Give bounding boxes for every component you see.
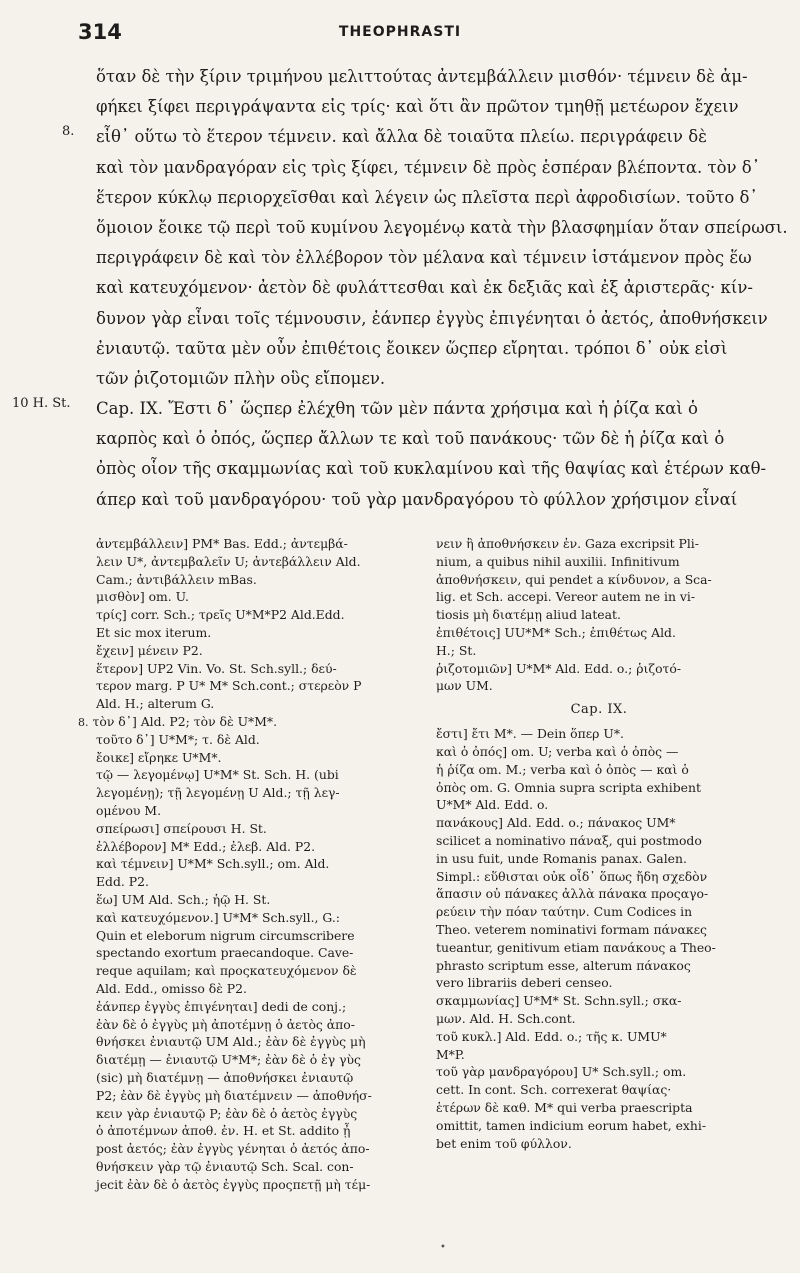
note-line: in usu fuit, unde Romanis panax. Galen. xyxy=(436,850,687,866)
note-line: ἀποθνήσκειν, qui pendet a κίνδυνον, a Sca- xyxy=(436,571,712,587)
note-line: P2; ἐὰν δὲ ἐγγὺς μὴ διατέμνειν — ἀποθνήσ- xyxy=(96,1087,372,1103)
note-line: Ald. Edd., omisso δὲ P2. xyxy=(96,980,247,996)
note-line: tiosis μὴ διατέμῃ aliud lateat. xyxy=(436,607,621,623)
text-line: ἐνιαυτῷ. ταῦτα μὲν οὖν ἐπιθέτοις ἔοικεν ὥςπερ εἴρηται. τρόποι δ᾽ οὐκ εἰσὶ xyxy=(96,338,728,358)
notes-right-bottom xyxy=(436,725,762,1152)
note-line: τοῦτο δ᾽] U*M*; τ. δὲ Ald. xyxy=(96,731,260,747)
note-line: ὀπὸς om. G. Omnia supra scripta exhibent xyxy=(436,779,701,795)
note-line: bet enim τοῦ φύλλον. xyxy=(436,1135,572,1151)
note-line: ἀντεμβάλλειν] PM* Bas. Edd.; ἀντεμβά- xyxy=(96,536,348,551)
note-line: nium, a quibus nihil auxilii. Infinitivum xyxy=(436,553,680,569)
note-line: ἐάνπερ ἐγγὺς ἐπιγένηται] dedi de conj.; xyxy=(96,998,347,1014)
margin-line-number: 8. xyxy=(62,124,75,139)
note-line: ἐὰν δὲ ὁ ἐγγὺς μὴ ἀποτέμνῃ ὁ ἀετὸς ἀπο- xyxy=(96,1016,355,1032)
note-line: ἕω] UM Ald. Sch.; ἡῷ H. St. xyxy=(96,891,271,907)
critical-notes-left xyxy=(78,535,421,1193)
running-head: THEOPHRASTI xyxy=(338,24,462,40)
note-line: ὁ ἀποτέμνων ἀποθ. ἐν. H. et St. addito ᾖ xyxy=(96,1123,351,1139)
note-line: καὶ κατευχόμενον.] U*M* Sch.syll., G.: xyxy=(96,909,340,925)
margin-section-ref: 10 H. St. xyxy=(12,396,71,411)
text-line: καρπὸς καὶ ὁ ὀπός, ὥςπερ ἄλλων τε καὶ τοῦ πανάκους· τῶν δὲ ἡ ῥίζα καὶ ὁ xyxy=(96,429,725,449)
note-line: cett. In cont. Sch. correxerat θαψίας· xyxy=(436,1082,672,1098)
note-line: σπείρωσι] σπείρουσι H. St. xyxy=(96,820,267,836)
note-line: phrasto scriptum esse, alterum πάνακος xyxy=(436,957,691,973)
note-line: τρίς] corr. Sch.; τρεῖς U*M*P2 Ald.Edd. xyxy=(96,607,345,623)
text-line: εἶθ᾽ οὕτω τὸ ἕτερον τέμνειν. καὶ ἄλλα δὲ τοιαῦτα πλείω. περιγράφειν δὲ xyxy=(96,127,707,147)
note-line: 8. τὸν δ᾽] Ald. P2; τὸν δὲ U*M*. xyxy=(78,713,278,729)
note-line: ἔχειν] μένειν P2. xyxy=(96,642,203,658)
note-line: ομένου M. xyxy=(96,802,162,818)
note-line: jecit ἐὰν δὲ ὁ ἀετὸς ἐγγὺς προςπετῇ μὴ τέμ- xyxy=(96,1176,371,1192)
text-line: ὅταν δὲ τὴν ξίριν τριμήνου μελιττούτας ἀντεμβάλλειν μισθόν· τέμνειν δὲ ἀμ- xyxy=(96,67,748,86)
note-line: Theo. veterem nominativi formam πάνακες xyxy=(436,921,707,937)
note-line: U*M* Ald. Edd. o. xyxy=(436,797,549,813)
note-line: M*P. xyxy=(436,1046,465,1062)
note-line: νειν ἢ ἀποθνήσκειν ἐν. Gaza excripsit Pli- xyxy=(436,536,699,551)
page-number: 314 xyxy=(78,20,122,44)
note-line: vero librariis deberi censeo. xyxy=(436,975,613,991)
note-line: μισθὸν] om. U. xyxy=(96,589,189,605)
note-line: τοῦ γὰρ μανδραγόρου] U* Sch.syll.; om. xyxy=(436,1064,687,1080)
note-line: θνήσκειν γὰρ τῷ ἐνιαυτῷ Sch. Scal. con- xyxy=(96,1158,354,1174)
note-line: πανάκους] Ald. Edd. o.; πάνακος UM* xyxy=(436,815,676,831)
note-line: Quin et eleborum nigrum circumscribere xyxy=(96,927,355,943)
text-line: ὀπὸς οἷον τῆς σκαμμωνίας καὶ τοῦ κυκλαμίνου καὶ τῆς θαψίας καὶ ἑτέρων καθ- xyxy=(96,459,767,479)
note-line: lig. et Sch. accepi. Vereor autem ne in vi- xyxy=(436,589,696,605)
notes-right-top xyxy=(436,535,762,695)
main-text-block xyxy=(96,62,788,515)
note-line: spectando exortum praecandoque. Cave- xyxy=(96,945,354,961)
note-line: ἔοικε] εἴρηκε U*M*. xyxy=(96,749,222,765)
text-line: ὅμοιον ἔοικε τῷ περὶ τοῦ κυμίνου λεγομένῳ κατὰ τὴν βλασφημίαν ὅταν σπείρωσι. xyxy=(96,217,788,237)
note-line: Simpl.: εὕθισται οὐκ οἶδ᾽ ὅπως ἤδη σχεδὸν xyxy=(436,868,708,884)
text-line: άπερ καὶ τοῦ μανδραγόρου· τοῦ γὰρ μανδραγόρου τὸ φύλλον χρήσιμον εἶναί xyxy=(96,489,738,509)
text-line: καὶ κατευχόμενον· ἀετὸν δὲ φυλάττεσθαι καὶ ἐκ δεξιᾶς καὶ ἐξ ἀριστερᾶς· κίν- xyxy=(96,278,753,298)
note-line: H.; St. xyxy=(436,642,477,658)
notes-chapter-heading: Cap. IX. xyxy=(570,702,628,718)
note-line: λεγομένῃ); τῇ λεγομένῃ U Ald.; τῇ λεγ- xyxy=(96,785,340,801)
note-line: καὶ τέμνειν] U*M* Sch.syll.; om. Ald. xyxy=(96,856,330,872)
note-line: (sic) μὴ διατέμνῃ — ἀποθνήσκει ἐνιαυτῷ xyxy=(96,1069,354,1085)
note-line: τῷ — λεγομένῳ] U*M* St. Sch. H. (ubi xyxy=(96,767,339,783)
note-line: tueantur, genitivum etiam πανάκους a Theo- xyxy=(436,939,716,955)
note-line: ἑτέρων δὲ καθ. M* qui verba praescripta xyxy=(436,1099,693,1115)
note-line: μων UM. xyxy=(436,678,493,694)
note-line: θνήσκει ἐνιαυτῷ UM Ald.; ἐὰν δὲ ἐγγὺς μὴ xyxy=(96,1034,366,1050)
note-line: omittit, tamen indicium eorum habet, exhi- xyxy=(436,1117,707,1133)
note-line: scilicet a nominativo πάναξ, qui postmodo xyxy=(436,832,702,848)
text-line: ἕτερον κύκλῳ περιορχεῖσθαι καὶ λέγειν ὡς πλεῖστα περὶ ἀφροδισίων. τοῦτο δ᾽ xyxy=(96,187,758,207)
note-line: Ald. H.; alterum G. xyxy=(96,696,215,712)
note-line: ἡ ῥίζα om. M.; verba καὶ ὁ ὀπὸς — καὶ ὁ xyxy=(436,761,689,777)
note-line: ἐπιθέτοις] UU*M* Sch.; ἐπιθέτως Ald. xyxy=(436,624,676,640)
note-line: καὶ ὁ ὀπός] om. U; verba καὶ ὁ ὀπὸς — xyxy=(436,743,679,759)
note-line: Cam.; ἀντιβάλλειν mBas. xyxy=(96,571,257,587)
note-line: σκαμμωνίας] U*M* St. Schn.syll.; σκα- xyxy=(436,993,682,1009)
note-line: Et sic mox iterum. xyxy=(96,624,212,640)
note-line: ἕτερον] UP2 Vin. Vo. St. Sch.syll.; δεύ- xyxy=(96,660,337,676)
page-header xyxy=(0,18,800,48)
text-line: φήκει ξίφει περιγράψαντα εἰς τρίς· καὶ ὅτι ἂν πρῶτον τμηθῇ μετέωρον ἔχειν xyxy=(96,97,739,117)
note-line: ῥιζοτομιῶν] U*M* Ald. Edd. o.; ῥιζοτό- xyxy=(436,660,682,676)
note-line: διατέμῃ — ἐνιαυτῷ U*M*; ἐὰν δὲ ὁ ἐγ γὺς xyxy=(96,1052,361,1068)
note-line: λειν U*, ἀντεμβαλεῖν U; ἀντεβάλλειν Ald. xyxy=(96,553,361,569)
note-line: ἅπασιν οὐ πάνακες ἀλλὰ πάνακα προςαγο- xyxy=(436,886,709,902)
note-line: ρεύειν τὴν πόαν ταύτην. Cum Codices in xyxy=(436,904,693,920)
text-line: τῶν ῥιζοτομιῶν πλὴν οὓς εἴπομεν. xyxy=(96,368,386,388)
note-line: κειν γὰρ ἐνιαυτῷ P; ἐὰν δὲ ὁ ἀετὸς ἐγγὺς xyxy=(96,1105,358,1121)
text-line: Cap. IX. Ἔστι δ᾽ ὥςπερ ἐλέχθη τῶν μὲν πάντα χρήσιμα καὶ ἡ ῥίζα καὶ ὁ xyxy=(96,399,698,419)
note-line: Edd. P2. xyxy=(96,874,149,890)
note-line: τοῦ κυκλ.] Ald. Edd. o.; τῆς κ. UMU* xyxy=(436,1028,667,1044)
note-line: post ἀετός; ἐὰν ἐγγὺς γένηται ὁ ἀετός ἀπο- xyxy=(96,1141,370,1157)
note-line: ἐλλέβορον] M* Edd.; ἐλεβ. Ald. P2. xyxy=(96,838,316,854)
note-line: τερον marg. P U* M* Sch.cont.; στερεὸν P xyxy=(96,678,362,694)
text-line: περιγράφειν δὲ καὶ τὸν ἐλλέβορον τὸν μέλανα καὶ τέμνειν ἱστάμενον πρὸς ἕω xyxy=(96,248,752,268)
note-line-number: 8. xyxy=(78,715,89,729)
critical-notes-right xyxy=(436,535,762,1152)
footer-mark: • xyxy=(440,1242,446,1253)
note-line: μων. Ald. H. Sch.cont. xyxy=(436,1010,576,1026)
note-line: ἔστι] ἔτι M*. — Dein ὅπερ U*. xyxy=(436,726,624,742)
note-line: reque aquilam; καὶ προςκατευχόμενον δὲ xyxy=(96,963,357,979)
text-line: καὶ τὸν μανδραγόραν εἰς τρὶς ξίφει, τέμνειν δὲ πρὸς ἑσπέραν βλέποντα. τὸν δ᾽ xyxy=(96,157,760,177)
text-line: δυνον γὰρ εἶναι τοῖς τέμνουσιν, ἐάνπερ ἐγγὺς ἐπιγένηται ὁ ἀετός, ἀποθνήσκειν xyxy=(96,308,768,328)
